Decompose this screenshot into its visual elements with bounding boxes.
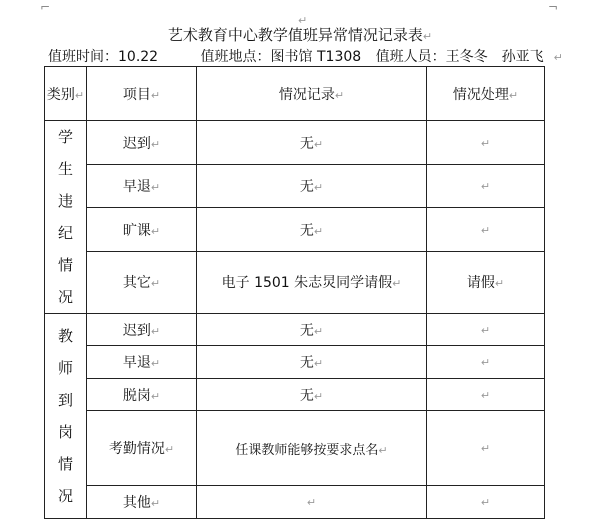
table-row [45,346,545,379]
table-row [45,208,545,251]
page-corner-mark-right: ¬ [548,0,559,14]
handling-cell: ↵ [427,208,545,251]
duty-time: 值班时间：10.22 [48,49,159,65]
handling-cell: ↵ [427,379,545,411]
title-text: 艺术教育中心教学值班异常情况记录表 [167,26,423,44]
record-cell: 无↵ [197,314,427,346]
handling-cell: ↵ [427,346,545,379]
category-teacher-attendance: 教 师 到 岗 情 况 [45,314,87,519]
paragraph-mark: ↵ [298,14,308,27]
incident-record-table [44,66,545,519]
item-cell: 考勤情况↵ [87,411,197,486]
table-row [45,121,545,165]
record-cell: 无↵ [197,208,427,251]
handling-cell: ↵ [427,411,545,486]
header-handling: 情况处理↵ [427,67,545,121]
duty-staff: 值班人员：王冬冬 孙亚飞 [375,49,544,65]
handling-cell: ↵ [427,121,545,165]
record-cell: 任课教师能够按要求点名↵ [197,411,427,486]
item-cell: 旷课↵ [87,208,197,251]
record-cell: 无↵ [197,379,427,411]
item-cell: 其他↵ [87,486,197,519]
handling-cell: 请假↵ [427,251,545,313]
table-row [45,379,545,411]
duty-info-line [48,46,573,66]
table-row [45,486,545,519]
item-cell: 早退↵ [87,346,197,379]
category-student-discipline: 学 生 违 纪 情 况 [45,121,87,314]
handling-cell: ↵ [427,486,545,519]
record-cell: 电子 1501 朱志炅同学请假↵ [197,251,427,313]
table-header-row [45,67,545,121]
item-cell: 早退↵ [87,165,197,208]
paragraph-mark: ↵ [553,51,563,64]
table-row [45,411,545,486]
table-row [45,165,545,208]
handling-cell: ↵ [427,165,545,208]
record-cell: 无↵ [197,165,427,208]
handling-cell: ↵ [427,314,545,346]
page-corner-mark-left: ⌐ [40,0,51,14]
item-cell: 迟到↵ [87,314,197,346]
header-item: 项目↵ [87,67,197,121]
header-category: 类别↵ [45,67,87,121]
record-cell: 无↵ [197,121,427,165]
document-title [0,24,600,45]
item-cell: 其它↵ [87,251,197,313]
table-row [45,314,545,346]
paragraph-mark: ↵ [422,30,433,43]
header-record: 情况记录↵ [197,67,427,121]
duty-place: 值班地点：图书馆 T1308 [200,49,362,65]
item-cell: 迟到↵ [87,121,197,165]
item-cell: 脱岗↵ [87,379,197,411]
record-cell: 无↵ [197,346,427,379]
table-row [45,251,545,313]
record-cell: ↵ [197,486,427,519]
